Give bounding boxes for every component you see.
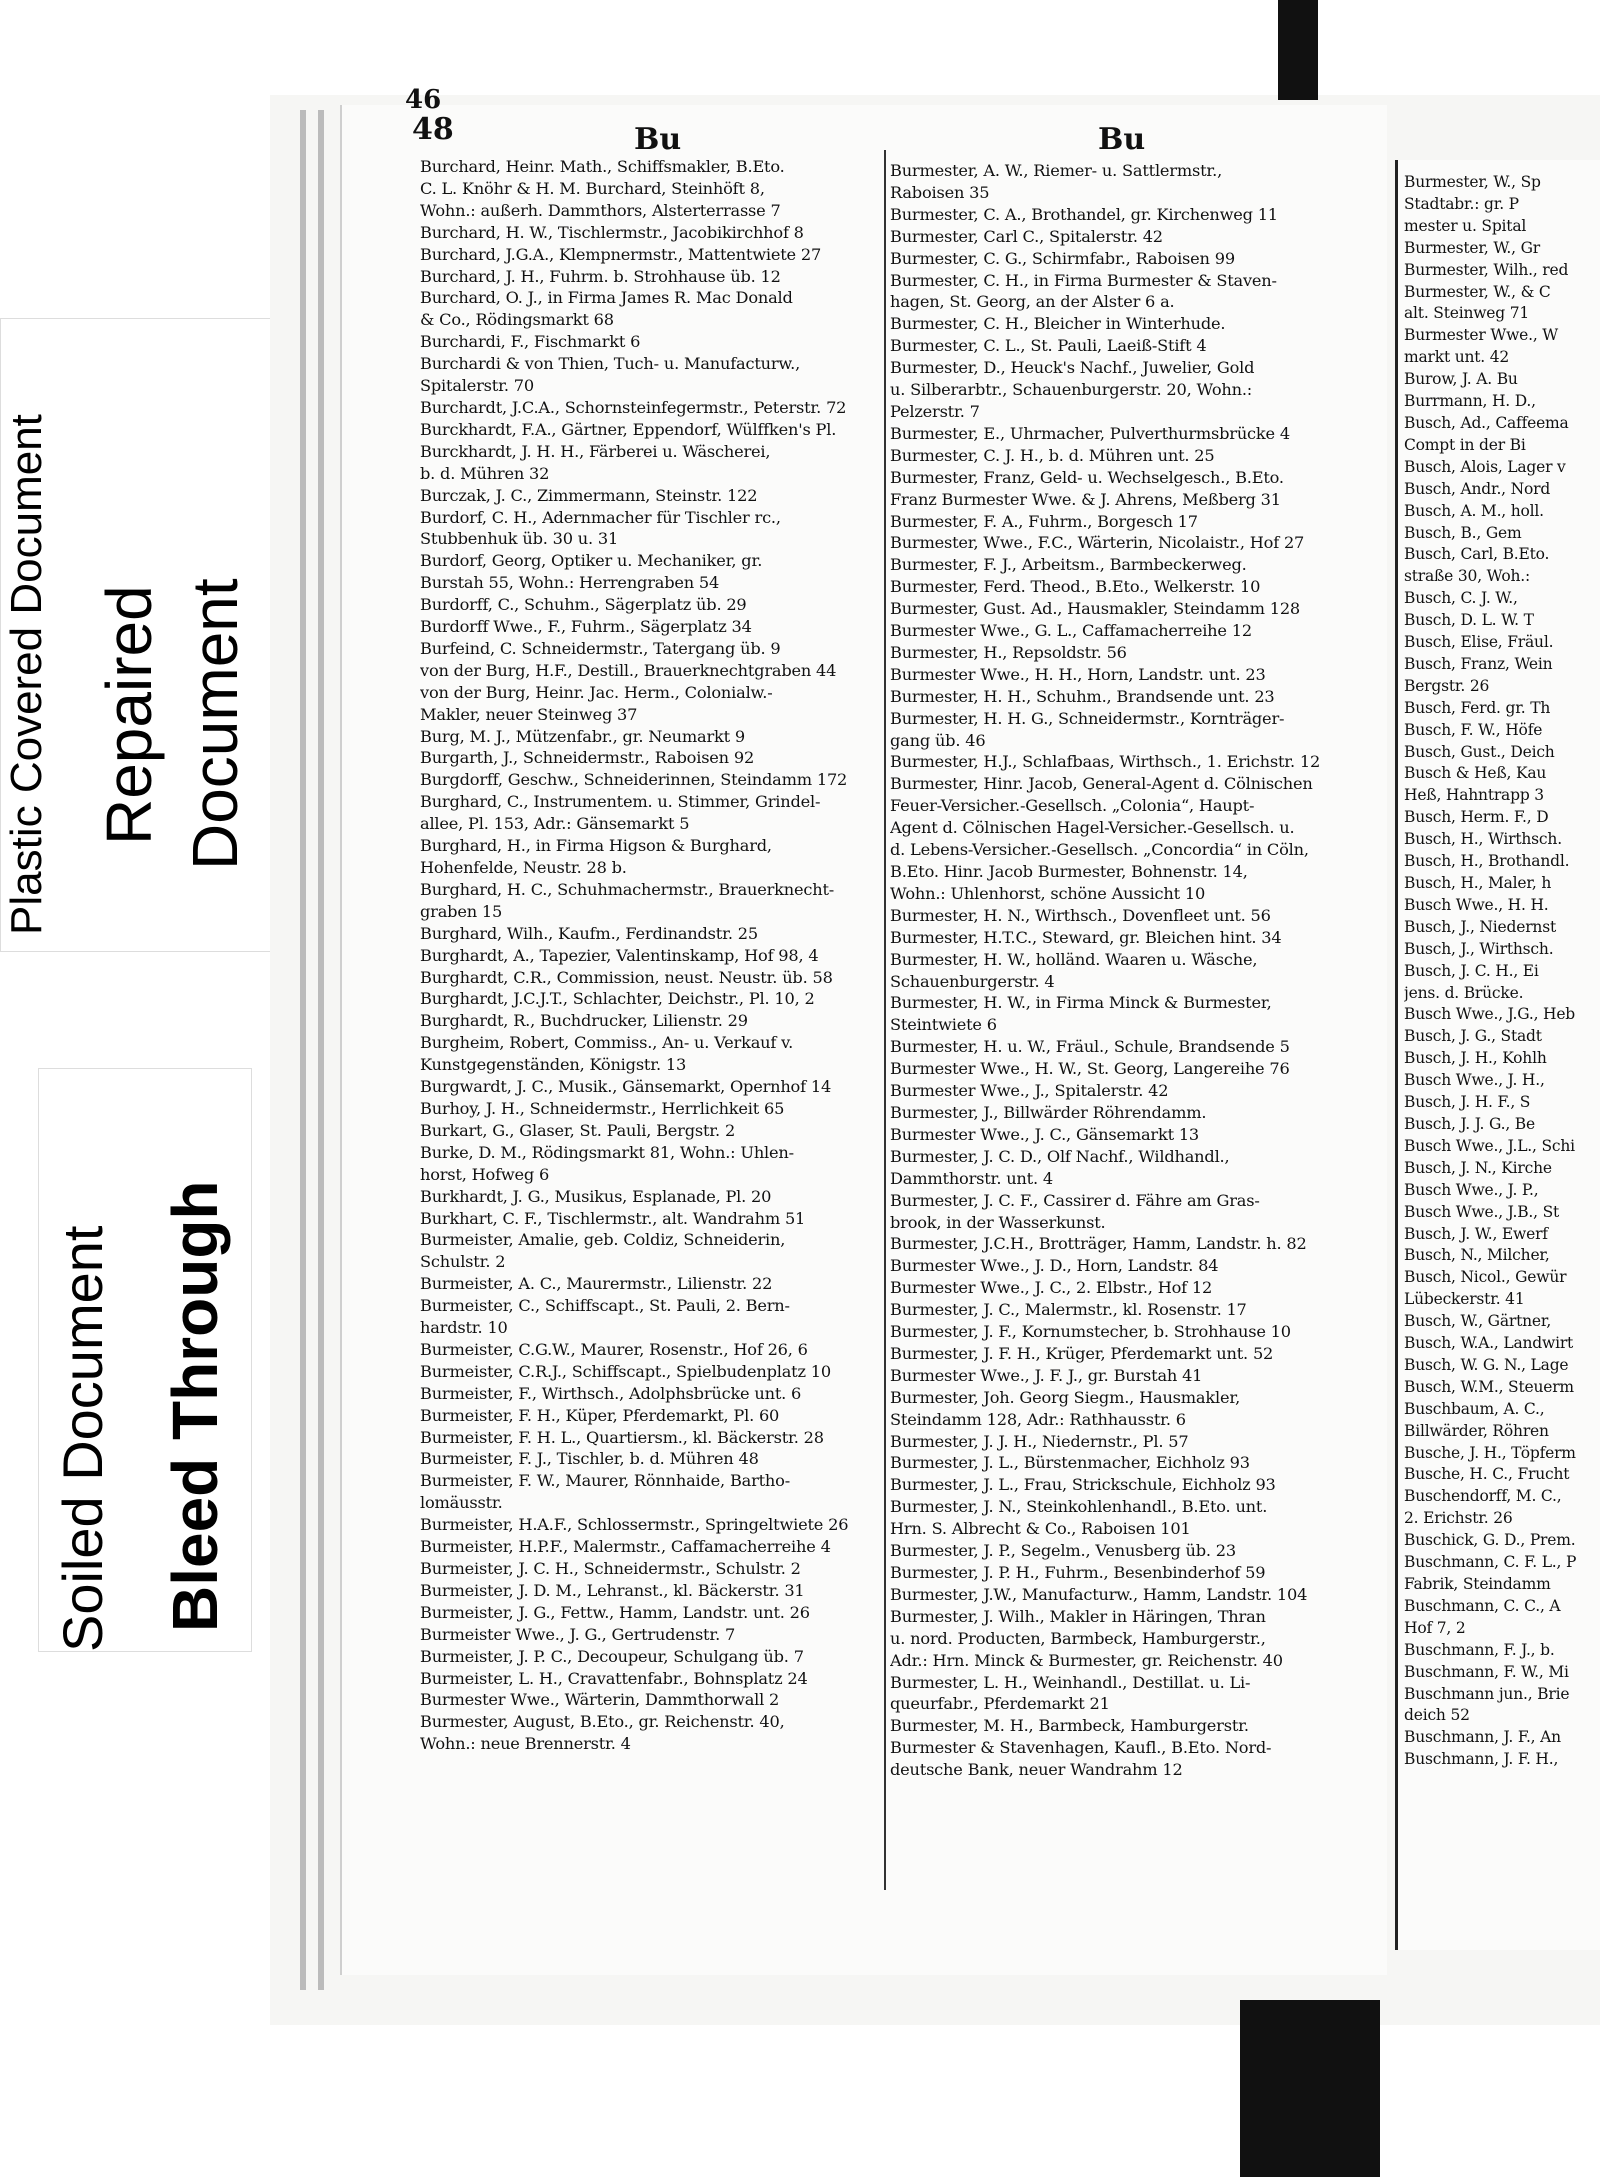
directory-entry-line: Burmester, J. P., Segelm., Venusberg üb. 23	[890, 1541, 1236, 1561]
directory-entry-line: horst, Hofweg 6	[420, 1164, 550, 1184]
directory-entry-line: Burdorff, C., Schuhm., Sägerplatz üb. 29	[420, 595, 747, 615]
directory-entry-line: Busch, Andr., Nord	[1404, 479, 1551, 498]
directory-entry-line: Burmeister, J. D. M., Lehranst., kl. Bäckerstr. 31	[420, 1580, 805, 1600]
directory-entry-line: Burow, J. A. Bu	[1404, 370, 1518, 389]
directory-entry-line: Burghardt, C.R., Commission, neust. Neustr. üb. 58	[420, 967, 833, 987]
directory-entry-line: 2. Erichstr. 26	[1404, 1509, 1513, 1528]
directory-entry-line: u. Silberarbtr., Schauenburgerstr. 20, Wohn.:	[890, 380, 1253, 400]
directory-entry-line: Burmeister, H.A.F., Schlossermstr., Springeltwiete 26	[420, 1515, 849, 1535]
directory-entry-line: Hohenfelde, Neustr. 28 b.	[420, 858, 627, 877]
directory-entry-line: Busch, A. M., holl.	[1404, 501, 1544, 520]
directory-entry-line: Burmester Wwe., G. L., Caffamacherreihe 12	[890, 621, 1252, 641]
directory-entry-line: Busch & Heß, Kau	[1404, 764, 1547, 783]
repaired-label-line2: Document	[179, 578, 251, 870]
directory-entry-line: Burmeister Wwe., J. G., Gertrudenstr. 7	[420, 1624, 736, 1644]
directory-entry-line: Burmester, J., Billwärder Röhrendamm.	[890, 1102, 1207, 1122]
directory-entry-line: Burrmann, H. D.,	[1404, 392, 1536, 411]
directory-entry-line: Burkhart, C. F., Tischlermstr., alt. Wandrahm 51	[420, 1208, 806, 1228]
directory-entry-line: Burchard, O. J., in Firma James R. Mac Donald	[420, 288, 793, 308]
directory-entry-line: Burgwardt, J. C., Musik., Gänsemarkt, Opernhof 14	[420, 1077, 832, 1097]
directory-entry-line: Burmester, E., Uhrmacher, Pulverthurmsbrücke 4	[890, 423, 1290, 443]
directory-entry-line: & Co., Rödingsmarkt 68	[420, 310, 614, 330]
directory-entry-line: Burghardt, A., Tapezier, Valentinskamp, Hof 98, 4	[420, 945, 819, 965]
page-number-top: 46	[405, 85, 442, 115]
directory-entry-line: Busch Wwe., J.G., Heb	[1404, 1005, 1576, 1024]
directory-entry-line: Burdorf, C. H., Adernmacher für Tischler rc.,	[420, 507, 781, 527]
directory-entry-line: Busch, J. C. H., Ei	[1404, 961, 1539, 980]
directory-entry-line: Buschmann, C. C., A	[1404, 1596, 1561, 1615]
directory-entry-line: Busch, Alois, Lager v	[1404, 457, 1566, 476]
directory-entry-line: Burmester, A. W., Riemer- u. Sattlermstr.,	[890, 161, 1223, 180]
directory-entry-line: Burghard, H. C., Schuhmachermstr., Brauerknecht-	[420, 879, 835, 899]
directory-entry-line: Buschmann, J. F. H.,	[1404, 1750, 1559, 1769]
directory-entry-line: Busch, Ferd. gr. Th	[1404, 698, 1551, 717]
directory-entry-line: Burmester, Franz, Geld- u. Wechselgesch., B.Eto.	[890, 467, 1284, 487]
directory-entry-line: Burmester, J.C.H., Brotträger, Hamm, Landstr. h. 82	[890, 1234, 1307, 1254]
directory-entry-line: Schulstr. 2	[420, 1252, 506, 1272]
directory-entry-line: Burmester, C. H., in Firma Burmester & Staven-	[890, 270, 1277, 290]
directory-entry-line: Burchard, J. H., Fuhrm. b. Strohhause üb. 12	[420, 266, 781, 286]
directory-entry-line: Burmester Wwe., J. D., Horn, Landstr. 84	[890, 1256, 1219, 1276]
page-number: 48	[412, 112, 454, 147]
directory-entry-line: Busch, W.M., Steuerm	[1404, 1377, 1574, 1396]
directory-entry-line: Stubbenhuk üb. 30 u. 31	[420, 529, 619, 549]
directory-entry-line: Burmeister, F. H., Küper, Pferdemarkt, Pl. 60	[420, 1405, 780, 1425]
directory-entry-line: Burmester, H. W., in Firma Minck & Burmester,	[890, 993, 1272, 1013]
directory-entry-line: straße 30, Woh.:	[1404, 567, 1531, 586]
directory-entry-line: Burmester, J.W., Manufacturw., Hamm, Landstr. 104	[890, 1584, 1308, 1604]
directory-entry-line: Burmester Wwe., Wärterin, Dammthorwall 2	[420, 1690, 780, 1710]
directory-entry-line: Busch Wwe., J.L., Schi	[1404, 1136, 1575, 1155]
directory-entry-line: Burmester, H. H., Schuhm., Brandsende unt. 23	[890, 686, 1275, 706]
directory-entry-line: Buschmann, F. W., Mi	[1404, 1662, 1569, 1681]
directory-entry-line: Burghard, H., in Firma Higson & Burghard,	[420, 836, 772, 856]
directory-entry-line: Burgdorff, Geschw., Schneiderinnen, Steindamm 172	[420, 770, 848, 790]
directory-entry-line: Busche, H. C., Frucht	[1404, 1465, 1570, 1484]
directory-entry-line: Buschmann jun., Brie	[1404, 1684, 1570, 1703]
directory-entry-line: Burmester, D., Heuck's Nachf., Juwelier, Gold	[890, 358, 1255, 378]
directory-entry-line: Busch, H., Maler, h	[1404, 874, 1552, 892]
directory-entry-line: Burmeister, A. C., Maurermstr., Lilienstr. 22	[420, 1274, 773, 1294]
directory-entry-line: deutsche Bank, neuer Wandrahm 12	[890, 1760, 1183, 1780]
directory-entry-line: Burmester, C. A., Brothandel, gr. Kirchenweg 11	[890, 204, 1278, 224]
directory-entry-line: Burghard, C., Instrumentem. u. Stimmer, Grindel-	[420, 792, 821, 812]
directory-entry-line: Burmester, August, B.Eto., gr. Reichenstr. 40,	[420, 1712, 785, 1732]
directory-entry-line: Burchard, J.G.A., Klempnermstr., Mattentwiete 27	[420, 244, 822, 264]
directory-entry-line: Burke, D. M., Rödingsmarkt 81, Wohn.: Uhlen-	[420, 1142, 794, 1162]
directory-entry-line: Burmester, H. N., Wirthsch., Dovenfleet unt. 56	[890, 905, 1271, 925]
directory-entry-line: Burmester, Ferd. Theod., B.Eto., Welkerstr. 10	[890, 577, 1261, 597]
directory-entry-line: Spitalerstr. 70	[420, 376, 534, 396]
repaired-label-line1: Repaired	[93, 585, 165, 845]
directory-entry-line: Buschick, G. D., Prem.	[1404, 1531, 1576, 1550]
directory-entry-line: Burmester Wwe., J., Spitalerstr. 42	[890, 1081, 1169, 1101]
directory-entry-line: Burghardt, R., Buchdrucker, Lilienstr. 29	[420, 1011, 748, 1031]
directory-entry-line: Burmester, Joh. Georg Siegm., Hausmakler,	[890, 1387, 1241, 1407]
directory-entry-line: Busch, H., Wirthsch.	[1404, 830, 1562, 849]
directory-entry-line: Buschmann, J. F., An	[1404, 1728, 1561, 1747]
directory-entry-line: Burmester Wwe., H. W., St. Georg, Langereihe 76	[890, 1059, 1290, 1079]
directory-entry-line: Burmeister, Amalie, geb. Coldiz, Schneiderin,	[420, 1230, 786, 1250]
directory-entry-line: Busch, Nicol., Gewür	[1404, 1268, 1567, 1287]
directory-entry-line: Burmester, H., Repsoldstr. 56	[890, 642, 1127, 662]
directory-entry-line: Busch Wwe., J.B., St	[1404, 1202, 1560, 1221]
directory-entry-line: Busch, J. N., Kirche	[1404, 1158, 1552, 1177]
directory-entry-line: Burmeister, J. P. C., Decoupeur, Schulgang üb. 7	[420, 1646, 804, 1666]
page-header-left: Bu	[634, 122, 682, 157]
directory-entry-line: Buschmann, F. J., b.	[1404, 1640, 1555, 1659]
directory-entry-line: Busche, J. H., Töpferm	[1404, 1443, 1576, 1462]
directory-entry-line: Burgarth, J., Schneidermstr., Raboisen 92	[420, 748, 755, 768]
directory-entry-line: Burmester, C. L., St. Pauli, Laeiß-Stift 4	[890, 336, 1207, 356]
right-column	[1404, 172, 1600, 1771]
directory-entry-line: Burmester, C. H., Bleicher in Winterhude.	[890, 314, 1226, 334]
directory-entry-line: Burmeister, H.P.F., Malermstr., Caffamacherreihe 4	[420, 1537, 831, 1557]
directory-entry-line: Busch, Gust., Deich	[1404, 742, 1555, 761]
directory-entry-line: Steindamm 128, Adr.: Rathhausstr. 6	[890, 1409, 1186, 1429]
directory-entry-line: b. d. Mühren 32	[420, 463, 550, 483]
directory-entry-line: Buschmann, C. F. L., P	[1404, 1553, 1577, 1572]
directory-entry-line: lomäusstr.	[420, 1493, 503, 1513]
directory-entry-line: Busch, J., Wirthsch.	[1404, 939, 1554, 958]
directory-entry-line: queurfabr., Pferdemarkt 21	[890, 1694, 1110, 1714]
directory-entry-line: Burmester, J. J. H., Niedernstr., Pl. 57	[890, 1431, 1189, 1451]
directory-entry-line: graben 15	[420, 901, 503, 921]
middle-column	[890, 160, 1352, 1781]
directory-entry-line: Burmester, J. Wilh., Makler in Häringen, Thran	[890, 1606, 1266, 1626]
directory-entry-line: Feuer-Versicher.-Gesellsch. „Colonia“, Haupt-	[890, 796, 1255, 816]
directory-entry-line: Burmester, Wilh., red	[1404, 260, 1569, 279]
column-divider	[884, 150, 886, 1890]
directory-entry-line: Pelzerstr. 7	[890, 401, 980, 421]
directory-entry-line: Burmeister, C., Schiffscapt., St. Pauli, 2. Bern-	[420, 1296, 790, 1316]
directory-entry-line: Burmeister, F. J., Tischler, b. d. Mühren 48	[420, 1449, 759, 1469]
directory-entry-line: Burmester, J. P. H., Fuhrm., Besenbinderhof 59	[890, 1563, 1266, 1582]
directory-entry-line: Adr.: Hrn. Minck & Burmester, gr. Reichenstr. 40	[890, 1650, 1283, 1670]
directory-entry-line: jens. d. Brücke.	[1404, 983, 1524, 1002]
directory-entry-line: Stadtabr.: gr. P	[1404, 194, 1519, 213]
directory-entry-line: Burmester Wwe., J. F. J., gr. Burstah 41	[890, 1365, 1203, 1385]
directory-entry-line: C. L. Knöhr & H. M. Burchard, Steinhöft 8,	[420, 178, 765, 198]
directory-entry-line: Burhoy, J. H., Schneidermstr., Herrlichkeit 65	[420, 1098, 785, 1118]
directory-entry-line: Busch Wwe., J. P.,	[1404, 1180, 1539, 1199]
directory-entry-line: Burmester, F. J., Arbeitsm., Barmbeckerweg.	[890, 555, 1247, 575]
directory-entry-line: Lübeckerstr. 41	[1404, 1290, 1525, 1309]
directory-entry-line: Burdorf, Georg, Optiker u. Mechaniker, gr.	[420, 551, 763, 571]
directory-entry-line: von der Burg, Heinr. Jac. Herm., Colonialw.-	[420, 682, 773, 702]
directory-entry-line: Burgheim, Robert, Commiss., An- u. Verkauf v.	[420, 1033, 794, 1053]
directory-entry-line: Burmeister, L. H., Cravattenfabr., Bohnsplatz 24	[420, 1668, 808, 1688]
directory-entry-line: d. Lebens-Versicher.-Gesellsch. „Concordia“ in Cöln,	[890, 840, 1309, 860]
directory-entry-line: Burmester, H.J., Schlafbaas, Wirthsch., 1. Erichstr. 12	[890, 752, 1321, 772]
directory-entry-line: Busch, Herm. F., D	[1404, 808, 1549, 827]
directory-entry-line: mester u. Spital	[1404, 216, 1527, 235]
directory-entry-line: Busch, J. J. G., Be	[1404, 1114, 1535, 1133]
directory-entry-line: Busch, Franz, Wein	[1404, 654, 1553, 673]
directory-entry-line: Heß, Hahntrapp 3	[1404, 786, 1544, 805]
directory-entry-line: Busch, C. J. W.,	[1404, 589, 1518, 608]
directory-entry-line: Steintwiete 6	[890, 1015, 997, 1035]
directory-entry-line: allee, Pl. 153, Adr.: Gänsemarkt 5	[420, 814, 690, 834]
directory-entry-line: Burmester, M. H., Barmbeck, Hamburgerstr.	[890, 1716, 1249, 1736]
directory-entry-line: Busch, Elise, Fräul.	[1404, 633, 1554, 652]
directory-entry-line: Busch Wwe., H. H.	[1404, 895, 1549, 914]
directory-entry-line: Burmeister, F., Wirthsch., Adolphsbrücke unt. 6	[420, 1383, 802, 1403]
directory-entry-line: Busch, W.A., Landwirt	[1404, 1334, 1574, 1353]
directory-entry-line: Burmester, J. F., Kornumstecher, b. Strohhause 10	[890, 1322, 1291, 1342]
directory-entry-line: Kunstgegenständen, Königstr. 13	[420, 1055, 687, 1075]
directory-entry-line: Burmester, J. L., Frau, Strickschule, Eichholz 93	[890, 1475, 1276, 1495]
directory-entry-line: Busch, F. W., Höfe	[1404, 720, 1543, 739]
directory-entry-line: Burmester, J. C. F., Cassirer d. Fähre am Gras-	[890, 1190, 1260, 1210]
directory-entry-line: Burmester, Carl C., Spitalerstr. 42	[890, 226, 1163, 246]
page-header-right: Bu	[1098, 122, 1146, 157]
directory-entry-line: hardstr. 10	[420, 1318, 508, 1338]
directory-entry-line: Burmester Wwe., J. C., Gänsemarkt 13	[890, 1124, 1200, 1144]
directory-entry-line: Busch, W., Gärtner,	[1404, 1312, 1552, 1331]
directory-entry-line: Franz Burmester Wwe. & J. Ahrens, Meßberg 31	[890, 489, 1281, 509]
page-edge	[300, 110, 306, 1990]
directory-entry-line: Burmester & Stavenhagen, Kaufl., B.Eto. Nord-	[890, 1738, 1272, 1758]
directory-entry-line: Busch, D. L. W. T	[1404, 611, 1534, 630]
directory-entry-line: Burg, M. J., Mützenfabr., gr. Neumarkt 9	[420, 726, 745, 746]
directory-entry-line: Burfeind, C. Schneidermstr., Tatergang üb. 9	[420, 638, 781, 658]
directory-entry-line: Burghard, Wilh., Kaufm., Ferdinandstr. 25	[420, 923, 758, 943]
directory-entry-line: Billwärder, Röhren	[1404, 1421, 1549, 1440]
directory-entry-line: Busch, J. W., Ewerf	[1404, 1224, 1548, 1243]
directory-entry-line: Burmeister, J. G., Fettw., Hamm, Landstr. unt. 26	[420, 1602, 810, 1622]
directory-entry-line: Burkart, G., Glaser, St. Pauli, Bergstr. 2	[420, 1120, 736, 1140]
directory-entry-line: Burmester, Hinr. Jacob, General-Agent d. Cölnischen	[890, 774, 1313, 794]
directory-entry-line: Burdorff Wwe., F., Fuhrm., Sägerplatz 34	[420, 617, 752, 637]
directory-entry-line: Burstah 55, Wohn.: Herrengraben 54	[420, 573, 720, 593]
directory-entry-line: Burmester, J. L., Bürstenmacher, Eichholz 93	[890, 1453, 1250, 1473]
directory-entry-line: Burmester, H. W., holländ. Waaren u. Wäsche,	[890, 949, 1258, 969]
directory-entry-line: Burmester, H. H. G., Schneidermstr., Kornträger-	[890, 708, 1285, 728]
directory-entry-line: Busch Wwe., J. H.,	[1404, 1071, 1545, 1090]
directory-entry-line: Agent d. Cölnischen Hagel-Versicher.-Gesellsch. u.	[890, 818, 1295, 838]
directory-entry-line: Busch, N., Milcher,	[1404, 1246, 1550, 1265]
directory-entry-line: Busch, J. H., Kohlh	[1404, 1049, 1547, 1068]
bleed-through-label: Bleed Through	[159, 1180, 231, 1632]
directory-entry-line: Hrn. S. Albrecht & Co., Raboisen 101	[890, 1519, 1191, 1539]
soiled-document-label: Soiled Document	[51, 1225, 114, 1652]
directory-entry-line: Busch, J. H. F., S	[1404, 1093, 1531, 1112]
directory-entry-line: Busch, Ad., Caffeema	[1404, 413, 1569, 432]
directory-entry-line: Burmeister, C.R.J., Schiffscapt., Spielbudenplatz 10	[420, 1361, 831, 1381]
directory-entry-line: deich 52	[1404, 1706, 1470, 1725]
directory-entry-line: Busch, H., Brothandl.	[1404, 852, 1570, 871]
directory-entry-line: Burchard, Heinr. Math., Schiffsmakler, B.Eto.	[420, 157, 785, 176]
directory-entry-line: Fabrik, Steindamm	[1404, 1575, 1551, 1593]
directory-entry-line: Burmester, J. N., Steinkohlenhandl., B.Eto. unt.	[890, 1497, 1268, 1517]
directory-entry-line: Burmester, W., & C	[1404, 282, 1551, 301]
directory-entry-line: Compt in der Bi	[1404, 435, 1526, 454]
directory-entry-line: Burczak, J. C., Zimmermann, Steinstr. 122	[420, 485, 758, 505]
directory-entry-line: Burmeister, J. C. H., Schneidermstr., Schulstr. 2	[420, 1559, 801, 1578]
directory-entry-line: Burmester, J. F. H., Krüger, Pferdemarkt unt. 52	[890, 1343, 1274, 1363]
directory-entry-line: gang üb. 46	[890, 730, 986, 750]
directory-entry-line: von der Burg, H.F., Destill., Brauerknechtgraben 44	[420, 660, 837, 680]
directory-entry-line: Burkhardt, J. G., Musikus, Esplanade, Pl. 20	[420, 1186, 772, 1206]
directory-entry-line: Burmester, H.T.C., Steward, gr. Bleichen hint. 34	[890, 927, 1282, 947]
directory-entry-line: Busch, J. G., Stadt	[1404, 1027, 1542, 1046]
directory-entry-line: markt unt. 42	[1404, 348, 1510, 367]
directory-entry-line: Burmeister, F. W., Maurer, Rönnhaide, Bartho-	[420, 1471, 790, 1491]
directory-entry-line: brook, in der Wasserkunst.	[890, 1212, 1106, 1232]
directory-entry-line: Busch, Carl, B.Eto.	[1404, 545, 1550, 564]
directory-entry-line: Burchardi & von Thien, Tuch- u. Manufacturw.,	[420, 354, 801, 374]
directory-entry-line: Schauenburgerstr. 4	[890, 971, 1055, 991]
directory-entry-line: Burchardt, J.C.A., Schornsteinfegermstr., Peterstr. 72	[420, 397, 847, 417]
directory-entry-line: Wohn.: Uhlenhorst, schöne Aussicht 10	[890, 883, 1206, 903]
directory-entry-line: Burmeister, F. H. L., Quartiersm., kl. Bäckerstr. 28	[420, 1427, 824, 1447]
directory-entry-line: Burmester, J. C. D., Olf Nachf., Wildhandl.,	[890, 1146, 1230, 1166]
directory-entry-line: Burchard, H. W., Tischlermstr., Jacobikirchhof 8	[420, 222, 804, 242]
directory-entry-line: Busch, J., Niedernst	[1404, 917, 1556, 936]
directory-entry-line: Burchardi, F., Fischmarkt 6	[420, 332, 641, 352]
directory-entry-line: Burmester, J. C., Malermstr., kl. Rosenstr. 17	[890, 1300, 1247, 1320]
directory-entry-line: Hof 7, 2	[1404, 1618, 1466, 1637]
directory-entry-line: Burmester, C. G., Schirmfabr., Raboisen 99	[890, 248, 1235, 268]
directory-entry-line: Burckhardt, J. H. H., Färberei u. Wäscherei,	[420, 441, 771, 461]
left-column	[420, 156, 880, 1755]
black-bar-top	[1278, 0, 1318, 100]
directory-entry-line: Buschendorff, M. C.,	[1404, 1487, 1562, 1506]
directory-entry-line: Burmester Wwe., H. H., Horn, Landstr. unt. 23	[890, 664, 1266, 684]
directory-entry-line: Burckhardt, F.A., Gärtner, Eppendorf, Wülffken's Pl.	[420, 419, 837, 439]
directory-entry-line: Buschbaum, A. C.,	[1404, 1399, 1545, 1418]
directory-entry-line: Burmester, F. A., Fuhrm., Borgesch 17	[890, 511, 1198, 531]
black-bar-bottom	[1240, 2000, 1380, 2177]
directory-entry-line: Makler, neuer Steinweg 37	[420, 704, 638, 724]
directory-entry-line: Burmester, Gust. Ad., Hausmakler, Steindamm 128	[890, 599, 1301, 619]
directory-entry-line: Burmester, W., Sp	[1404, 173, 1541, 191]
directory-entry-line: alt. Steinweg 71	[1404, 304, 1530, 323]
directory-entry-line: u. nord. Producten, Barmbeck, Hamburgerstr.,	[890, 1628, 1266, 1648]
directory-entry-line: Burmeister, C.G.W., Maurer, Rosenstr., Hof 26, 6	[420, 1339, 808, 1359]
page-edge	[318, 110, 324, 1990]
directory-entry-line: B.Eto. Hinr. Jacob Burmester, Bohnenstr. 14,	[890, 862, 1248, 881]
directory-entry-line: Burmester, Wwe., F.C., Wärterin, Nicolaistr., Hof 27	[890, 533, 1305, 553]
directory-entry-line: Burmester Wwe., W	[1404, 326, 1559, 345]
directory-entry-line: hagen, St. Georg, an der Alster 6 a.	[890, 292, 1175, 312]
directory-entry-line: Burmester, H. u. W., Fräul., Schule, Brandsende 5	[890, 1037, 1290, 1057]
directory-entry-line: Burmester, W., Gr	[1404, 238, 1540, 257]
directory-entry-line: Busch, B., Gem	[1404, 523, 1522, 542]
directory-entry-line: Dammthorstr. unt. 4	[890, 1168, 1053, 1188]
directory-entry-line: Raboisen 35	[890, 182, 990, 202]
directory-entry-line: Wohn.: außerh. Dammthors, Alsterterrasse 7	[420, 200, 781, 220]
plastic-covered-label: Plastic Covered Document	[2, 414, 51, 935]
directory-entry-line: Wohn.: neue Brennerstr. 4	[420, 1734, 631, 1754]
directory-entry-line: Bergstr. 26	[1404, 676, 1490, 695]
directory-entry-line: Burmester, C. J. H., b. d. Mühren unt. 25	[890, 445, 1215, 465]
directory-entry-line: Busch, W. G. N., Lage	[1404, 1355, 1569, 1374]
directory-entry-line: Burmester Wwe., J. C., 2. Elbstr., Hof 12	[890, 1278, 1213, 1298]
directory-entry-line: Burmester, L. H., Weinhandl., Destillat. u. Li-	[890, 1672, 1251, 1692]
directory-entry-line: Burghardt, J.C.J.T., Schlachter, Deichstr., Pl. 10, 2	[420, 989, 815, 1009]
